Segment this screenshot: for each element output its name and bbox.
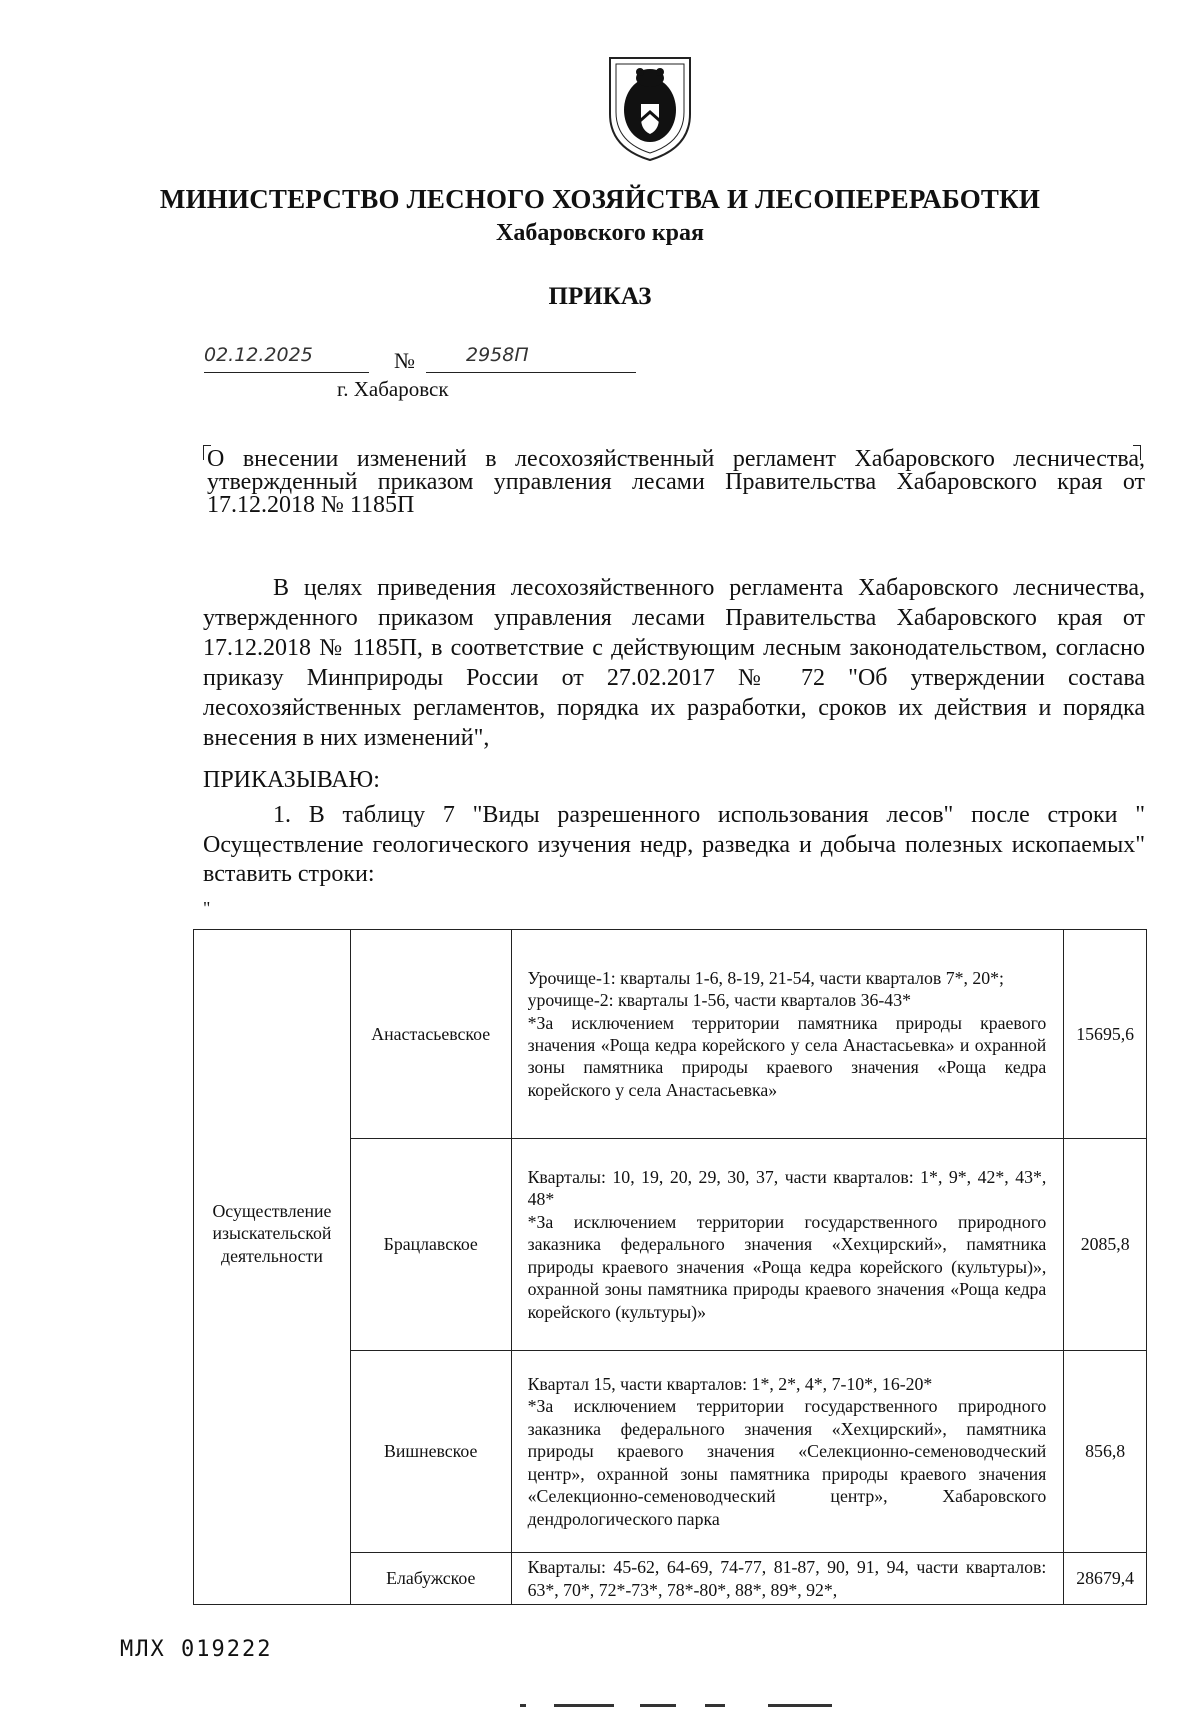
description-cell <box>511 1553 1064 1605</box>
description-line: Кварталы: 45-62, 64-69, 74-77, 81-87, 90, 91, 94, части кварталов: 63*, 70*, 72*-73*, 78*-80*, 88*, 89*, 92*, <box>527 1557 1047 1600</box>
forestry-name: Брацлавское <box>383 1234 478 1255</box>
description-line: Кварталы: 10, 19, 20, 29, 30, 37, части кварталов: 1*, 9*, 42*, 43*, 48* <box>527 1167 1047 1210</box>
form-code: МЛХ 019222 <box>120 1637 273 1662</box>
preamble <box>203 573 1145 753</box>
order-number <box>426 344 636 373</box>
description-line: Урочище-1: кварталы 1-6, 8-19, 21-54, части кварталов 7*, 20*; <box>527 967 1004 988</box>
city: г. Хабаровск <box>337 377 449 401</box>
forestry-name: Вишневское <box>384 1441 478 1462</box>
ministry-name: МИНИСТЕРСТВО ЛЕСНОГО ХОЗЯЙСТВА И ЛЕСОПЕРЕРАБОТКИ <box>159 184 1041 214</box>
description-cell <box>511 1351 1064 1553</box>
area-cell <box>1064 930 1147 1139</box>
area-value: 2085,8 <box>1080 1234 1130 1255</box>
table-row <box>194 930 1147 1139</box>
order-date: 02.12.2025 <box>204 344 369 373</box>
order-number-text: 2958П <box>466 344 529 366</box>
document-type: ПРИКАЗ <box>548 283 652 310</box>
region-name: Хабаровского края <box>496 220 704 246</box>
area-value: 856,8 <box>1085 1441 1126 1462</box>
description-cell <box>511 1139 1064 1351</box>
date-number-line <box>204 340 644 380</box>
description-cell <box>511 930 1064 1139</box>
forestry-name: Елабужское <box>386 1568 476 1589</box>
forestry-cell <box>350 1553 511 1605</box>
preamble-text: В целях приведения лесохозяйственного регламента Хабаровского лесничества, утвержденного приказом управления лесами Правительства Хабаровского края от 17.12.2018 № 1185П, в соответствие с действующим лесным законодательством, согласно приказу Минприроды России от 27.02.2017 № 72 "Об утверждении состава лесохозяйственных регламентов, порядка их разработки, сроков их действия и порядка внесения в них изменений", <box>203 575 1145 751</box>
forestry-cell <box>350 930 511 1139</box>
description-line: урочище-2: кварталы 1-56, части кварталов 36-43* <box>527 990 911 1011</box>
forest-use-table <box>193 929 1147 1605</box>
forestry-name: Анастасьевское <box>371 1023 491 1044</box>
order-subject: О внесении изменений в лесохозяйственный регламент Хабаровского лесничества, утвержденный приказом управления лесами Правительства Хабаровского края от 17.12.2018 № 1185П <box>207 446 1145 518</box>
area-value: 15695,6 <box>1076 1023 1135 1044</box>
order-word: ПРИКАЗЫВАЮ: <box>203 767 380 793</box>
area-cell <box>1064 1139 1147 1351</box>
number-sign: № <box>394 348 415 373</box>
use-kind-cell <box>194 930 351 1605</box>
description-line: *За исключением территории государственного природного заказника федерального значения «Хехцирский», памятника природы краевого значения «Селекционно-семеноводческий центр», охранной зоны памятника природы краевого значения «Селекционно-семеноводческий центр», Хабаровского дендрологического парка <box>527 1396 1047 1529</box>
use-kind: Осуществление изыскательской деятельности <box>212 1201 332 1266</box>
area-value: 28679,4 <box>1076 1568 1135 1589</box>
area-cell <box>1064 1351 1147 1553</box>
forestry-cell <box>350 1351 511 1553</box>
description-line: Квартал 15, части кварталов: 1*, 2*, 4*, 7-10*, 16-20* <box>527 1374 933 1395</box>
scan-edge-marks <box>520 1700 860 1714</box>
order-item-1: 1. В таблицу 7 "Виды разрешенного использования лесов" после строки " Осуществление геологического изучения недр, разведка и добыча полезных ископаемых" вставить строки: <box>203 802 1145 887</box>
description-line: *За исключением территории памятника природы краевого значения «Роща кедра корейского у села Анастасьевка» и охранной зоны памятника природы краевого значения «Роща кедра корейского у села Анастасьевка» <box>527 1012 1047 1100</box>
opening-quote: " <box>203 898 211 918</box>
forestry-cell <box>350 1139 511 1351</box>
area-cell <box>1064 1553 1147 1605</box>
coat-of-arms-emblem <box>600 52 700 164</box>
description-line: *За исключением территории государственного природного заказника федерального значения «Хехцирский», памятника природы краевого значения «Роща кедра корейского (культуры)», охранной зоны памятника природы краевого значения «Роща кедра корейского (культуры)» <box>527 1211 1047 1322</box>
